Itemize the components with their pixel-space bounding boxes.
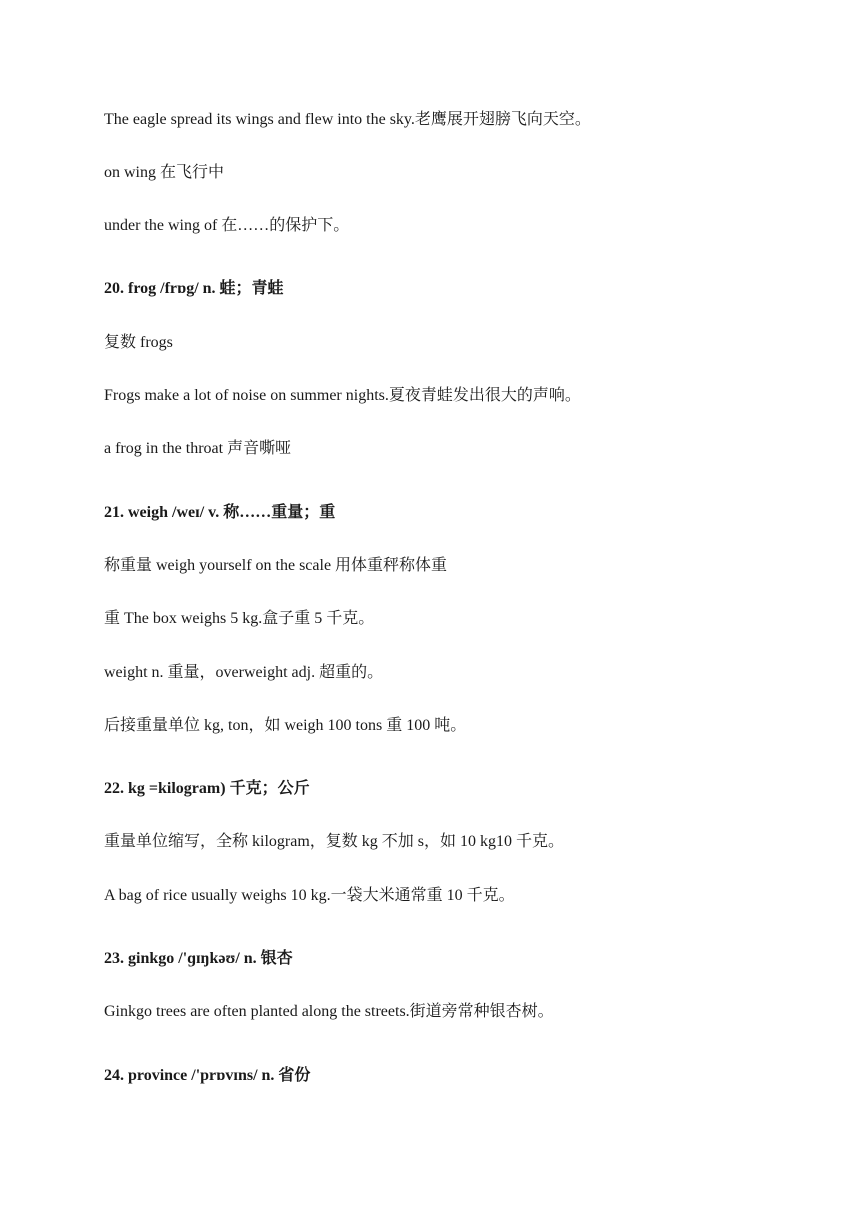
plural-frogs: 复数 frogs [104,334,173,351]
usage-weigh-yourself: 称重量 weigh yourself on the scale 用体重秤称体重 [104,557,448,574]
entry-heading-province: 24. province /'prɒvɪns/ n. 省份 [104,1067,311,1084]
example-sentence-ginkgo: Ginkgo trees are often planted along the streets.街道旁常种银杏树。 [104,1003,554,1020]
note-weight-units: 后接重量单位 kg, ton，如 weigh 100 tons 重 100 吨。 [104,717,467,734]
example-sentence-box: 重 The box weighs 5 kg.盒子重 5 千克。 [104,610,375,627]
entry-heading-kg: 22. kg =kilogram) 千克；公斤 [104,780,310,797]
phrase-frog-in-throat: a frog in the throat 声音嘶哑 [104,440,292,457]
note-weight-overweight: weight n. 重量，overweight adj. 超重的。 [104,664,384,681]
example-sentence-eagle: The eagle spread its wings and flew into the sky.老鹰展开翅膀飞向天空。 [104,111,591,128]
entry-heading-weigh: 21. weigh /weɪ/ v. 称……重量；重 [104,504,336,521]
phrase-under-the-wing: under the wing of 在……的保护下。 [104,217,350,234]
example-sentence-rice: A bag of rice usually weighs 10 kg.一袋大米通常重 10 千克。 [104,887,515,904]
note-kg-abbreviation: 重量单位缩写，全称 kilogram，复数 kg 不加 s，如 10 kg10 千克。 [104,833,564,850]
phrase-on-wing: on wing 在飞行中 [104,164,225,181]
entry-heading-frog: 20. frog /frɒg/ n. 蛙；青蛙 [104,280,284,297]
entry-heading-ginkgo: 23. ginkgo /'ɡɪŋkəʊ/ n. 银杏 [104,950,293,967]
example-sentence-frogs: Frogs make a lot of noise on summer nights.夏夜青蛙发出很大的声响。 [104,387,581,404]
